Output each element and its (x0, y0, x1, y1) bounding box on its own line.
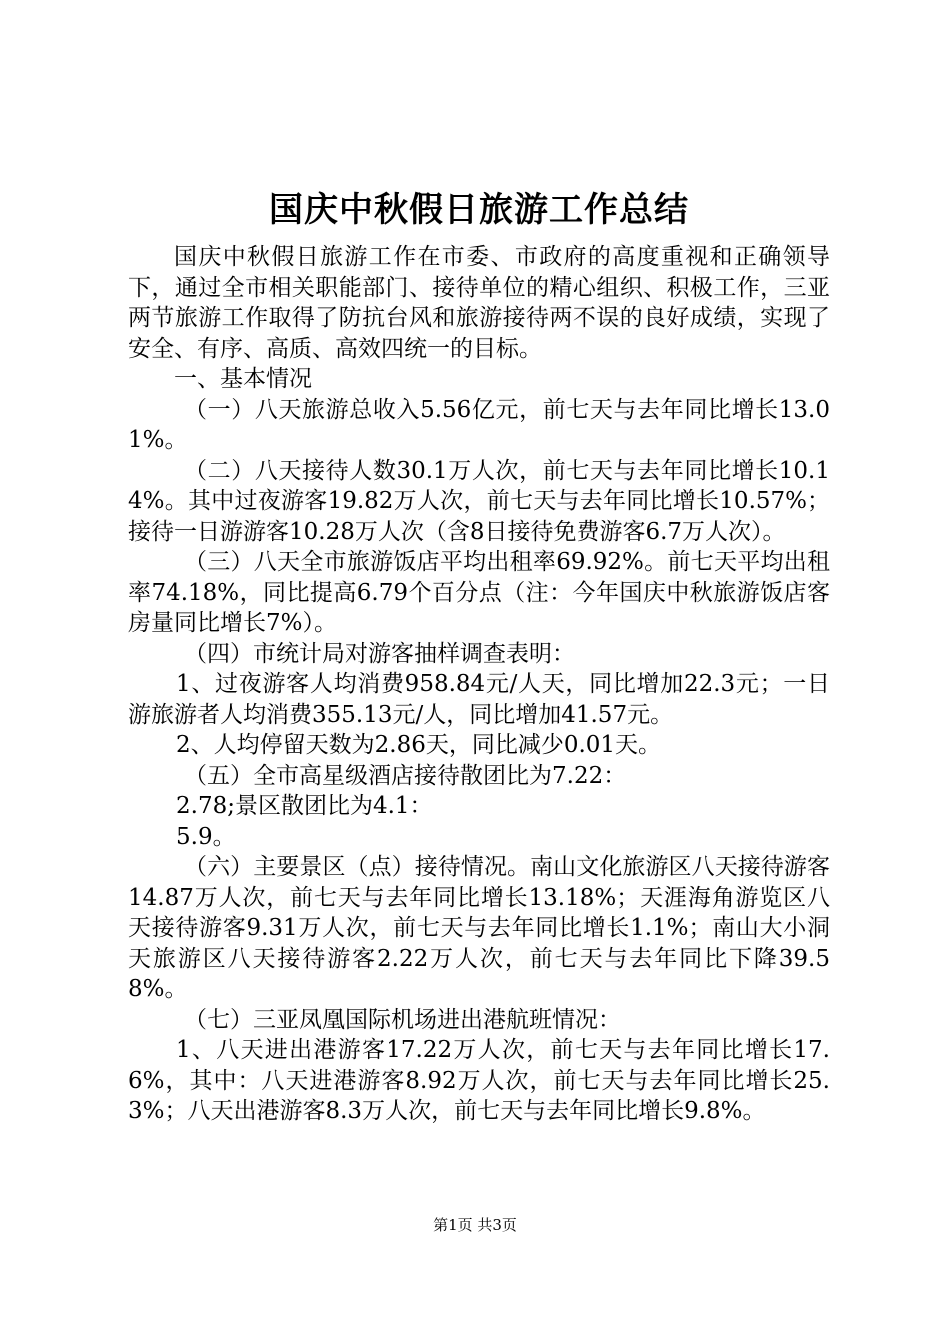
item-1-revenue: （一）八天旅游总收入5.56亿元，前七天与去年同比增长13.01%。 (128, 396, 830, 453)
item-2-visitors: （二）八天接待人数30.1万人次，前七天与去年同比增长10.14%。其中过夜游客19.82万人次，前七天与去年同比增长10.57%；接待一日游游客10.28万人次（含8日接待免费游客6.7万人次）。 (128, 457, 830, 545)
item-5-ratio: （五）全市高星级酒店接待散团比为7.22： (184, 762, 627, 789)
item-6-scenic-spots: （六）主要景区（点）接待情况。南山文化旅游区八天接待游客14.87万人次，前七天与去年同比增长13.18%；天涯海角游览区八天接待游客9.31万人次，前七天与去年同比增长1.1%；南山大小洞天旅游区八天接待游客2.22万人次，前七天与去年同比下降39.58%。 (128, 854, 830, 1002)
item-4-sub-1-spending: 1、过夜游客人均消费958.84元/人天，同比增加22.3元；一日游旅游者人均消费355.13元/人，同比增加41.57元。 (128, 671, 830, 728)
item-4-sub-2-stay: 2、人均停留天数为2.86天，同比减少0.01天。 (176, 732, 662, 758)
item-4-survey: （四）市统计局对游客抽样调查表明： (184, 640, 575, 667)
item-3-hotel-occupancy: （三）八天全市旅游饭店平均出租率69.92%。前七天平均出租率74.18%，同比提高6.79个百分点（注：今年国庆中秋旅游饭店客房量同比增长7%）。 (128, 549, 830, 636)
document-title: 国庆中秋假日旅游工作总结 (269, 190, 689, 230)
section-heading-basic: 一、基本情况 (174, 366, 312, 392)
item-5-ratio-end: 5.9。 (176, 823, 236, 850)
item-5-ratio-continued: 2.78;景区散团比为4.1： (176, 793, 433, 819)
item-7-airport: （七）三亚凤凰国际机场进出港航班情况： (184, 1006, 621, 1033)
document-page (128, 184, 830, 1127)
page-footer: 第1页 共3页 (433, 1216, 517, 1234)
item-7-sub-1-passengers: 1、八天进出港游客17.22万人次，前七天与去年同比增长17.6%，其中：八天进港游客8.92万人次，前七天与去年同比增长25.3%；八天出港游客8.3万人次，前七天与去年同比增长9.8%。 (128, 1037, 830, 1124)
intro-paragraph: 国庆中秋假日旅游工作在市委、市政府的高度重视和正确领导下，通过全市相关职能部门、接待单位的精心组织、积极工作，三亚两节旅游工作取得了防抗台风和旅游接待两不误的良好成绩，实现了安全、有序、高质、高效四统一的目标。 (128, 244, 830, 362)
